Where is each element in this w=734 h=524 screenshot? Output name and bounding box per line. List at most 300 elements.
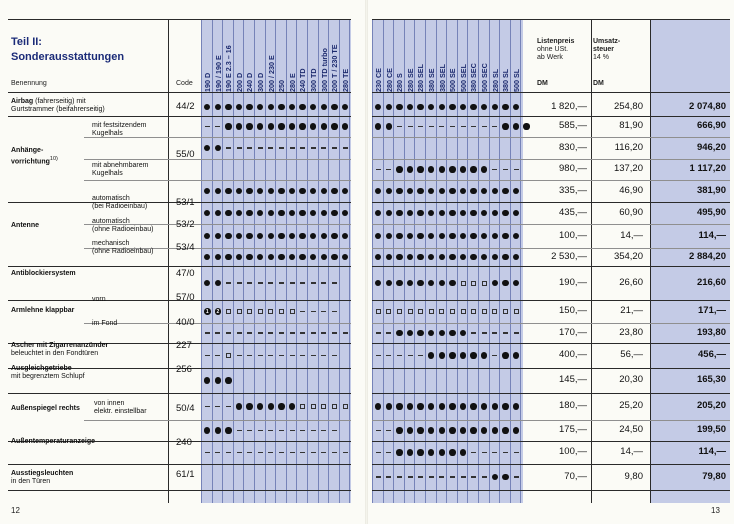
armlehne-label-text: Armlehne klappbar (11, 307, 75, 314)
left-group-rule (8, 266, 351, 267)
optional-mark (255, 306, 266, 318)
not-available-mark (511, 164, 522, 176)
optional-mark-glyph (397, 309, 402, 314)
not-available-mark (297, 447, 308, 459)
standard-mark (468, 251, 479, 263)
not-available-mark (384, 350, 395, 362)
standard-mark-glyph (460, 254, 466, 260)
standard-mark (213, 142, 224, 154)
left-marks-row (202, 350, 340, 362)
standard-mark-glyph (502, 254, 508, 260)
not-available-mark (266, 350, 277, 362)
not-available-mark-glyph (321, 430, 326, 431)
optional-mark-glyph (482, 281, 487, 286)
aussenspiegel-sub-label-text: elektr. einstellbar (94, 408, 147, 415)
standard-mark-glyph (331, 104, 337, 110)
standard-mark (500, 277, 511, 289)
standard-mark (297, 121, 308, 133)
not-available-mark-glyph (332, 355, 337, 356)
optional-mark (223, 350, 234, 362)
standard-mark (490, 251, 501, 263)
right-header-rule (372, 92, 730, 93)
not-available-mark (223, 447, 234, 459)
standard-mark-glyph (439, 210, 445, 216)
standard-mark-glyph (225, 104, 231, 110)
abs-label-text: Antiblockiersystem (11, 270, 76, 277)
optional-mark-glyph (471, 309, 476, 314)
not-available-mark (202, 350, 213, 362)
optional-mark-glyph (386, 309, 391, 314)
standard-mark (202, 142, 213, 154)
not-available-mark-glyph (514, 169, 519, 170)
ausgleichgetriebe-label (11, 365, 171, 381)
standard-mark-glyph (481, 233, 487, 239)
left-group-rule (8, 464, 351, 465)
standard-mark (511, 277, 522, 289)
standard-mark-glyph (386, 254, 392, 260)
optional-mark-glyph (226, 309, 231, 314)
not-available-mark (373, 447, 384, 459)
standard-mark (447, 164, 458, 176)
standard-mark (319, 121, 330, 133)
abnehmbar-label-text: mit abnehmbarem (92, 162, 149, 169)
left-marks-row (202, 207, 350, 219)
standard-mark-glyph (407, 210, 413, 216)
standard-mark-glyph (492, 427, 498, 433)
standard-mark-glyph (310, 123, 316, 129)
standard-mark (426, 327, 437, 339)
standard-mark (223, 230, 234, 242)
standard-mark (394, 251, 405, 263)
optional-mark (511, 306, 522, 318)
not-available-mark-glyph (205, 452, 210, 453)
model-header-280-ce: 280 CE (384, 68, 394, 92)
standard-mark-glyph (236, 254, 242, 260)
not-available-mark-glyph (237, 282, 242, 283)
not-available-mark-glyph (492, 452, 497, 453)
standard-mark-glyph (289, 233, 295, 239)
code-spiegel: 50/4 (176, 403, 195, 414)
standard-mark-glyph (407, 166, 413, 172)
not-available-mark-glyph (439, 476, 444, 477)
airbag-label-text: (fahrerseitig) mit (33, 98, 86, 105)
not-available-mark (202, 121, 213, 133)
not-available-mark-glyph (300, 311, 305, 312)
kaufpreis-value: 381,90 (696, 184, 726, 196)
standard-mark-glyph (417, 233, 423, 239)
standard-mark-glyph (396, 403, 402, 409)
standard-mark (266, 121, 277, 133)
left-marks-row (202, 230, 350, 242)
standard-mark-glyph (386, 123, 392, 129)
not-available-mark-glyph (290, 147, 295, 148)
not-available-mark (276, 327, 287, 339)
standard-mark-glyph (407, 280, 413, 286)
not-available-mark (213, 121, 224, 133)
standard-mark (447, 101, 458, 113)
standard-mark-glyph (257, 123, 263, 129)
standard-mark-glyph (407, 403, 413, 409)
not-available-mark (223, 327, 234, 339)
standard-mark-glyph (299, 233, 305, 239)
standard-mark (394, 164, 405, 176)
standard-mark (458, 350, 469, 362)
standard-mark-glyph (428, 104, 434, 110)
not-available-mark (213, 447, 224, 459)
standard-mark-glyph (449, 427, 455, 433)
model-header-280-te: 280 TE (340, 68, 350, 92)
not-available-mark-glyph (300, 332, 305, 333)
left-marks-row (202, 425, 340, 437)
standard-mark (479, 164, 490, 176)
standard-mark (266, 230, 277, 242)
standard-mark-glyph (513, 210, 519, 216)
armlehne-fond-label-text: im Fond (92, 320, 118, 327)
model-header-300-td: 300 TD (309, 68, 318, 92)
standard-mark-glyph (428, 280, 434, 286)
standard-mark (437, 164, 448, 176)
standard-mark (308, 185, 319, 197)
kaufpreis-value: 171,— (698, 305, 726, 316)
standard-mark (340, 121, 351, 133)
not-available-mark-glyph (408, 355, 413, 356)
left-header-rule (8, 92, 351, 93)
ausgleichgetriebe-label-text: Ausgleichgetriebe (11, 365, 72, 372)
standard-mark (287, 121, 298, 133)
standard-mark (202, 207, 213, 219)
left-marks-row (202, 401, 350, 413)
not-available-mark-glyph (268, 452, 273, 453)
standard-mark (426, 277, 437, 289)
model-header-240-d: 240 D (245, 72, 255, 92)
right-marks-row (373, 251, 521, 263)
model-header-190-e-2-3-16: 190 E 2.3 – 16 (224, 45, 234, 92)
optional-mark-glyph (343, 404, 348, 409)
right-marks-row (373, 401, 521, 413)
not-available-mark (319, 142, 330, 154)
standard-mark (490, 207, 501, 219)
standard-mark-glyph (386, 104, 392, 110)
optional-mark (394, 306, 405, 318)
standard-mark-glyph (257, 210, 263, 216)
not-available-mark (213, 327, 224, 339)
standard-mark (458, 185, 469, 197)
standard-mark (437, 251, 448, 263)
optional-mark (490, 306, 501, 318)
not-available-mark-glyph (418, 355, 423, 356)
listenpreis-value: 70,— (564, 470, 587, 482)
standard-mark-glyph (375, 188, 381, 194)
not-available-mark (266, 142, 277, 154)
standard-mark-glyph (289, 210, 295, 216)
right-row-rule (372, 159, 730, 160)
model-header-500-sec: 500 SEC (480, 63, 489, 92)
model-header-300-d: 300 D (256, 72, 265, 92)
standard-mark-glyph (321, 254, 327, 260)
standard-mark-glyph (439, 352, 445, 358)
optional-mark-glyph (492, 309, 497, 314)
not-available-mark-glyph (482, 452, 487, 453)
kaufpreis-value: 114,— (698, 229, 726, 241)
not-available-mark-glyph (461, 476, 466, 477)
not-available-mark (329, 306, 340, 318)
standard-mark-glyph (513, 104, 519, 110)
standard-mark-glyph (204, 427, 210, 433)
standard-mark (223, 425, 234, 437)
standard-mark (223, 121, 234, 133)
not-available-mark (373, 471, 384, 483)
not-available-mark-glyph (343, 452, 348, 453)
aussenspiegel-label-text: Außenspiegel rechts (11, 405, 80, 412)
standard-mark (458, 101, 469, 113)
right-marks-row (373, 277, 521, 289)
not-available-mark (297, 327, 308, 339)
standard-mark-glyph (257, 104, 263, 110)
standard-mark (405, 101, 416, 113)
not-available-mark (437, 471, 448, 483)
standard-mark (458, 425, 469, 437)
standard-mark (437, 207, 448, 219)
left-marks-row (202, 185, 350, 197)
not-available-mark-glyph (321, 332, 326, 333)
festsitzend-label (92, 122, 172, 138)
ausgleichgetriebe-label-text: mit begrenztem Schlupf (11, 373, 85, 380)
standard-mark-glyph (215, 233, 221, 239)
listenpreis-value: 585,— (559, 120, 587, 131)
standard-mark (405, 251, 416, 263)
standard-mark-glyph (439, 449, 445, 455)
not-available-mark-glyph (503, 169, 508, 170)
antenne-auto-radio-label-text: automatisch (92, 195, 130, 202)
ust-value: 21,— (620, 305, 643, 316)
standard-mark (405, 164, 416, 176)
standard-mark-glyph (396, 188, 402, 194)
right-group-rule (372, 300, 730, 301)
code-antenne-3: 53/4 (176, 242, 195, 253)
not-available-mark (244, 447, 255, 459)
optional-mark-glyph (503, 309, 508, 314)
not-available-mark (223, 277, 234, 289)
standard-mark-glyph (417, 449, 423, 455)
not-available-mark-glyph (279, 332, 284, 333)
standard-mark-glyph (513, 427, 519, 433)
not-available-mark (329, 277, 340, 289)
not-available-mark (266, 277, 277, 289)
standard-mark (329, 185, 340, 197)
optional-mark (479, 306, 490, 318)
standard-mark (490, 185, 501, 197)
right-row-rule (372, 137, 730, 138)
not-available-mark (405, 350, 416, 362)
standard-mark-glyph (268, 210, 274, 216)
ust-value: 46,90 (619, 184, 643, 196)
kaufpreis-value: 79,80 (702, 470, 726, 482)
not-available-mark (468, 471, 479, 483)
standard-mark-glyph (502, 352, 508, 358)
not-available-mark-glyph (268, 430, 273, 431)
standard-mark (468, 101, 479, 113)
not-available-mark (266, 425, 277, 437)
standard-mark (415, 277, 426, 289)
model-header-280-sl: 280 SL (490, 68, 500, 92)
optional-mark (384, 306, 395, 318)
standard-mark-glyph (236, 233, 242, 239)
ust-value: 60,90 (619, 206, 643, 218)
not-available-mark-glyph (471, 452, 476, 453)
optional-mark-glyph (321, 404, 326, 409)
not-available-mark-glyph (450, 476, 455, 477)
standard-mark-glyph (386, 233, 392, 239)
standard-mark (415, 207, 426, 219)
left-marks-row (202, 101, 350, 113)
standard-mark (297, 230, 308, 242)
standard-mark-glyph (502, 123, 508, 129)
standard-mark-glyph (481, 210, 487, 216)
standard-mark (426, 101, 437, 113)
not-available-mark (287, 327, 298, 339)
standard-mark-glyph (449, 330, 455, 336)
not-available-mark (447, 121, 458, 133)
not-available-mark (213, 401, 224, 413)
optional-mark (297, 401, 308, 413)
standard-mark-glyph (470, 352, 476, 358)
standard-mark-glyph (439, 280, 445, 286)
standard-mark-glyph (396, 427, 402, 433)
footnote-mark (202, 306, 213, 318)
standard-mark-glyph (417, 104, 423, 110)
optional-mark (329, 401, 340, 413)
standard-mark (329, 121, 340, 133)
standard-mark (213, 230, 224, 242)
aussenspiegel-sub-label-text: von innen (94, 400, 125, 407)
not-available-mark (223, 142, 234, 154)
standard-mark-glyph (481, 166, 487, 172)
not-available-mark (500, 327, 511, 339)
not-available-mark-glyph (343, 332, 348, 333)
standard-mark-glyph (289, 254, 295, 260)
not-available-mark (426, 471, 437, 483)
standard-mark (490, 230, 501, 242)
standard-mark-glyph (396, 166, 402, 172)
not-available-mark (287, 142, 298, 154)
standard-mark-glyph (225, 123, 231, 129)
right-marks-row (373, 230, 521, 242)
standard-mark-glyph (396, 210, 402, 216)
right-group-rule (372, 368, 730, 369)
not-available-mark-glyph (226, 332, 231, 333)
optional-mark (244, 306, 255, 318)
optional-mark-glyph (429, 309, 434, 314)
left-row-rule (84, 420, 351, 421)
optional-mark-glyph (300, 404, 305, 409)
antenne-mech-label-text: mechanisch (92, 240, 130, 247)
standard-mark-glyph (278, 123, 284, 129)
standard-mark (426, 164, 437, 176)
standard-mark-glyph (310, 210, 316, 216)
not-available-mark (394, 121, 405, 133)
not-available-mark-glyph (386, 332, 391, 333)
standard-mark (213, 277, 224, 289)
not-available-mark (276, 350, 287, 362)
not-available-mark-glyph (492, 332, 497, 333)
standard-mark-glyph (470, 427, 476, 433)
standard-mark (255, 251, 266, 263)
standard-mark (319, 251, 330, 263)
not-available-mark-glyph (247, 355, 252, 356)
code-airbag: 44/2 (176, 101, 195, 112)
standard-mark (415, 185, 426, 197)
standard-mark-glyph (321, 210, 327, 216)
standard-mark-glyph (513, 352, 519, 358)
not-available-mark (255, 350, 266, 362)
not-available-mark-glyph (482, 332, 487, 333)
standard-mark (437, 350, 448, 362)
not-available-mark (234, 447, 245, 459)
standard-mark-glyph (502, 188, 508, 194)
not-available-mark (468, 121, 479, 133)
aussenspiegel-label (11, 405, 91, 413)
optional-mark (308, 401, 319, 413)
not-available-mark (458, 471, 469, 483)
standard-mark (276, 251, 287, 263)
model-header-250: 250 (277, 80, 287, 92)
not-available-mark-glyph (279, 282, 284, 283)
not-available-mark-glyph (215, 332, 220, 333)
right-group-rule (372, 464, 730, 465)
standard-mark-glyph (439, 188, 445, 194)
not-available-mark-glyph (439, 126, 444, 127)
standard-mark (500, 425, 511, 437)
standard-mark-glyph (215, 377, 221, 383)
listenpreis-value: 980,— (559, 163, 587, 174)
standard-mark-glyph (492, 474, 498, 480)
standard-mark-glyph (513, 188, 519, 194)
standard-mark-glyph (460, 166, 466, 172)
not-available-mark-glyph (268, 332, 273, 333)
left-page (0, 0, 366, 524)
standard-mark (276, 185, 287, 197)
abnehmbar-label (92, 162, 172, 178)
kaufpreis-value: 193,80 (696, 326, 726, 338)
standard-mark (415, 425, 426, 437)
not-available-mark (384, 164, 395, 176)
optional-mark (500, 306, 511, 318)
standard-mark (511, 425, 522, 437)
standard-mark-glyph (492, 104, 498, 110)
listenpreis-value: 150,— (559, 305, 587, 316)
not-available-mark (234, 425, 245, 437)
not-available-mark (437, 121, 448, 133)
standard-mark (340, 251, 351, 263)
standard-mark (384, 251, 395, 263)
not-available-mark (415, 121, 426, 133)
standard-mark (340, 207, 351, 219)
standard-mark (437, 327, 448, 339)
ust-value: 9,80 (624, 470, 643, 482)
standard-mark (373, 251, 384, 263)
standard-mark (479, 425, 490, 437)
standard-mark-glyph (396, 330, 402, 336)
standard-mark-glyph (236, 123, 242, 129)
not-available-mark (511, 471, 522, 483)
not-available-mark (297, 350, 308, 362)
standard-mark-glyph (342, 210, 348, 216)
listenpreis-line2: ohne USt. (537, 46, 569, 53)
standard-mark (202, 230, 213, 242)
not-available-mark (340, 327, 351, 339)
standard-mark-glyph (417, 188, 423, 194)
standard-mark (490, 425, 501, 437)
